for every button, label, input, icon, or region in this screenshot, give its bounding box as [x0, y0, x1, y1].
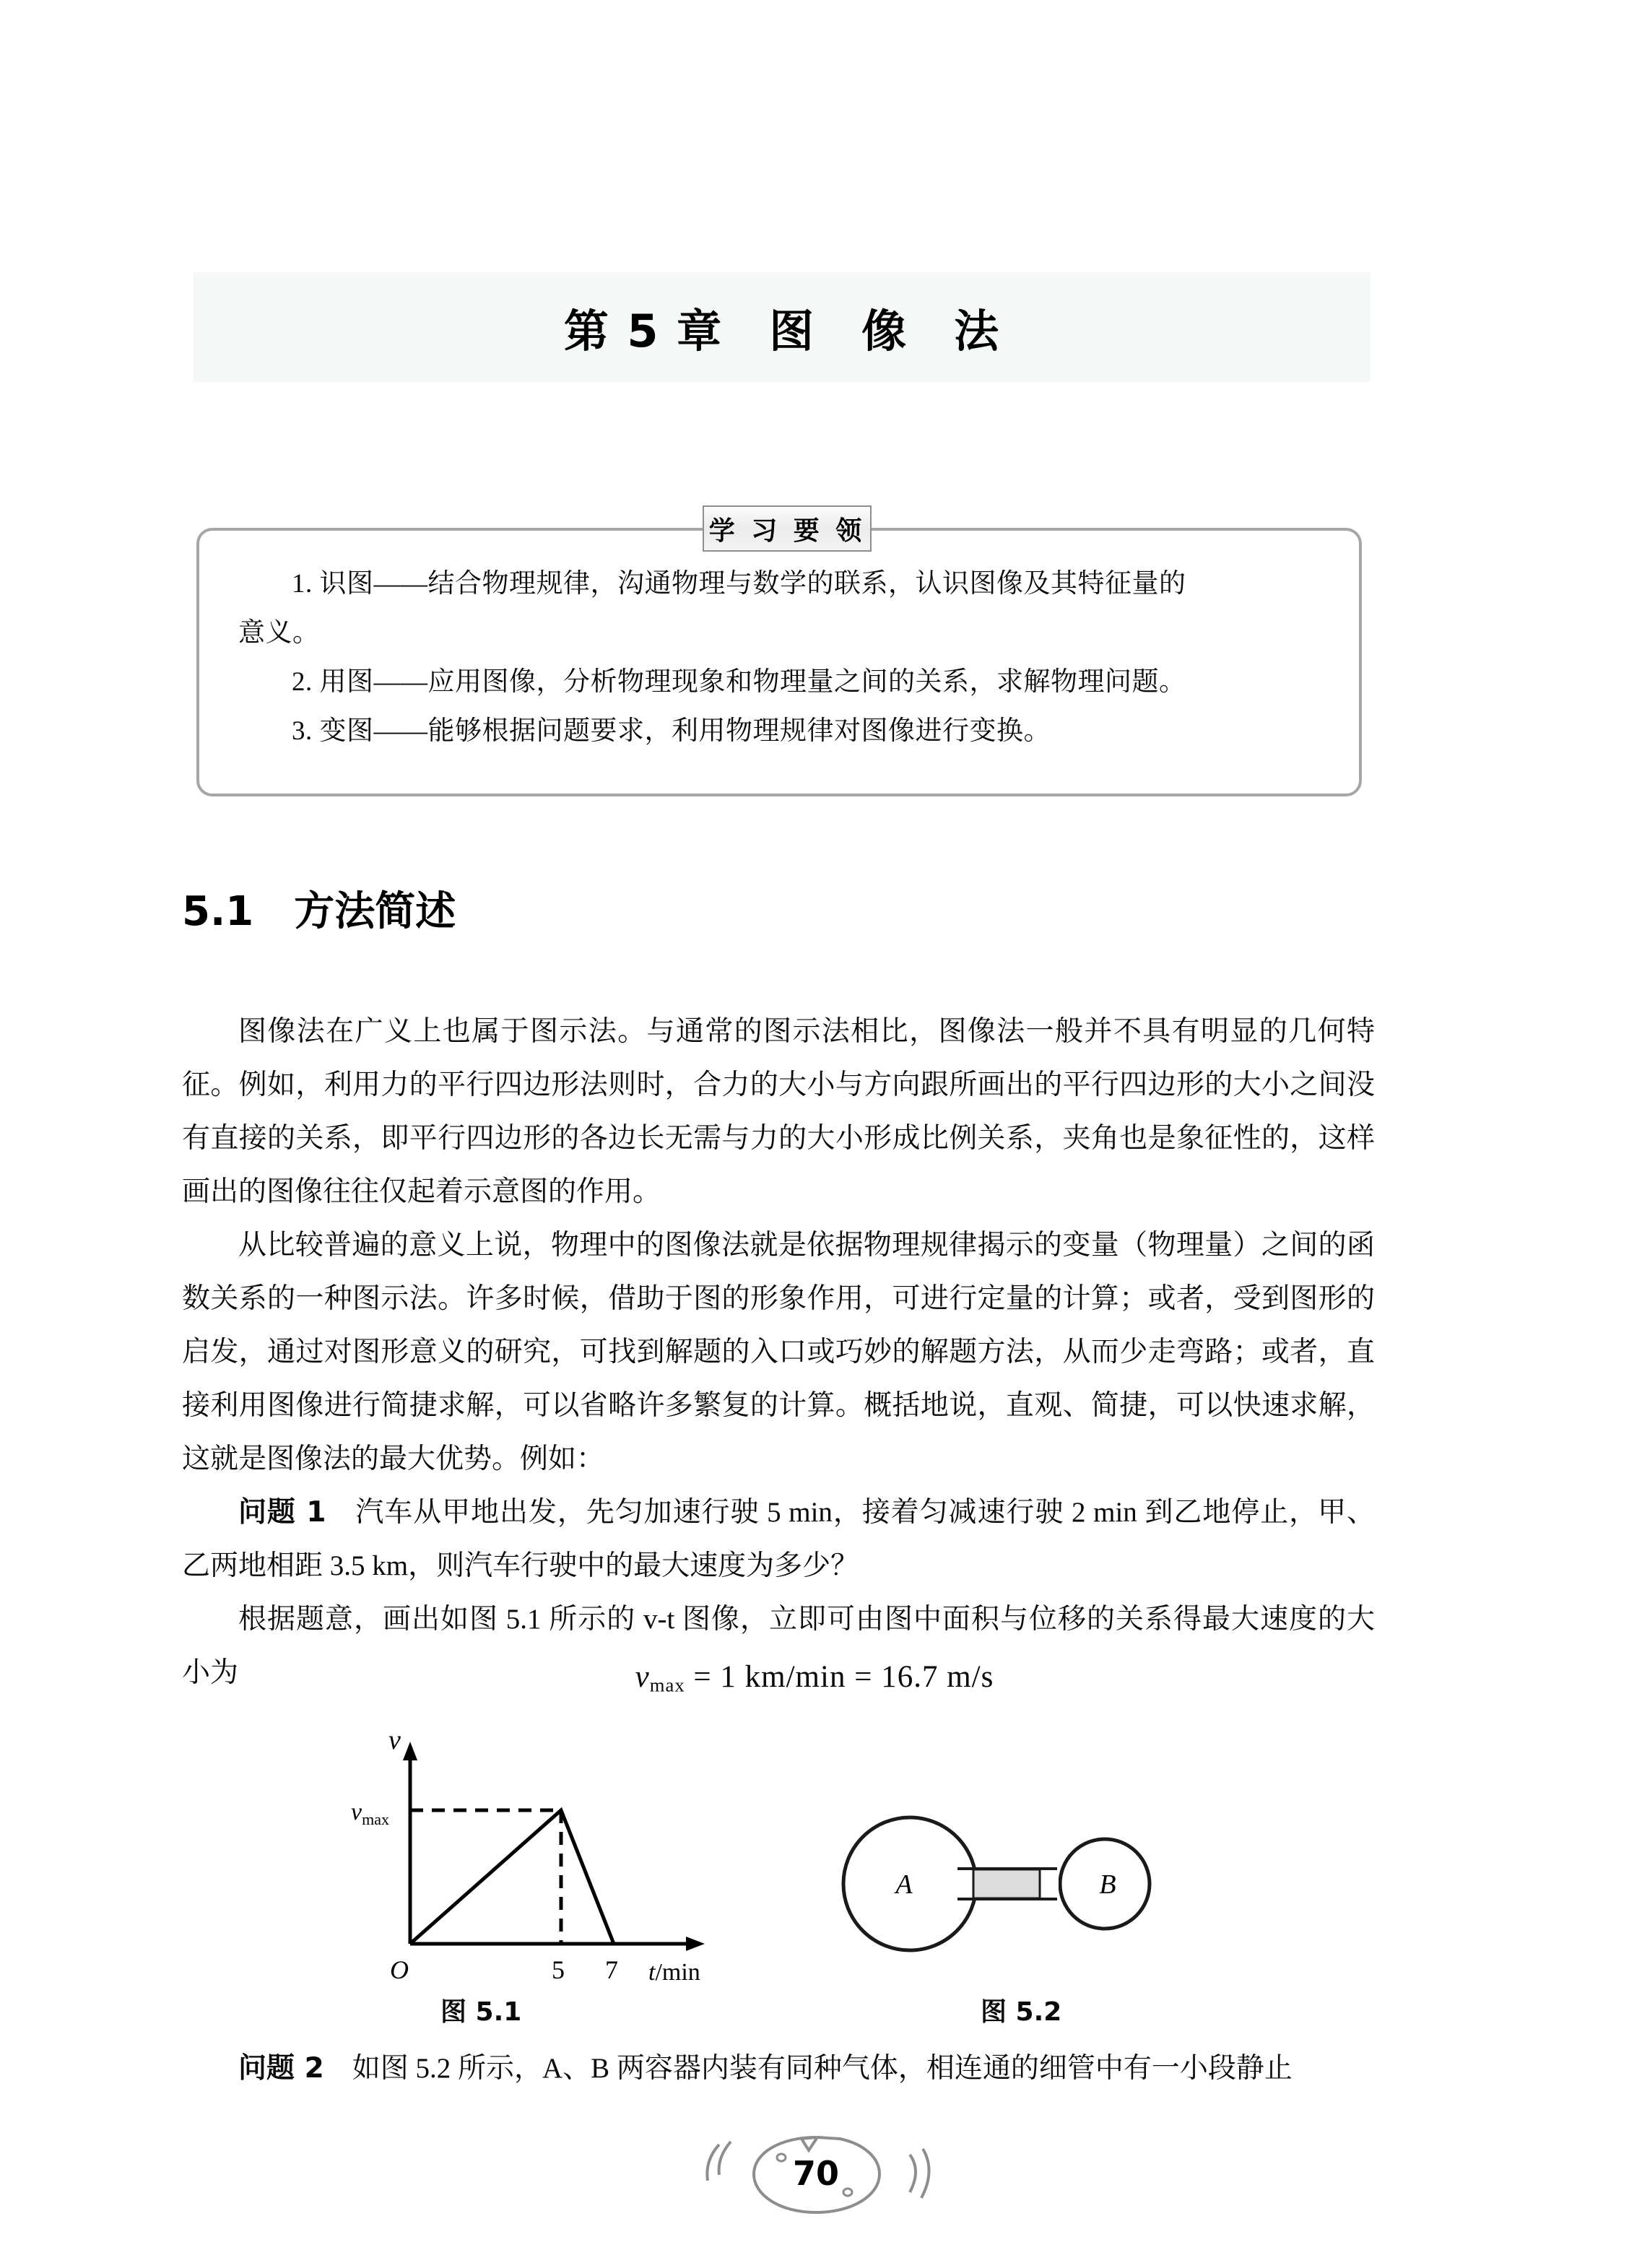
vt-curve	[410, 1810, 614, 1944]
paragraph: 从比较普遍的意义上说，物理中的图像法就是依据物理规律揭示的变量（物理量）之间的函数关系的一种图示法。许多时候，借助于图的形象作用，可进行定量的计算；或者，受到图形的启发，通过对图形意义的研究，可找到解题的入口或巧妙的解题方法，从而少走弯路；或者，直接利用图像进行简捷求解，可以省略许多繁复的计算。概括地说，直观、简捷，可以快速求解，这就是图像法的最大优势。例如：	[182, 1230, 1375, 1474]
key-points-label-text: 学 习 要 领	[708, 516, 866, 546]
problem-1-text: 汽车从甲地出发，先匀加速行驶 5 min，接着匀减速行驶 2 min 到乙地停止，甲、乙两地相距 3.5 km，则汽车行驶中的最大速度为多少？	[182, 1497, 1375, 1581]
x-tick-5: 5	[552, 1955, 565, 1984]
body-text-block	[182, 1005, 1375, 1700]
problem-2-text: 如图 5.2 所示，A、B 两容器内装有同种气体，相连通的细管中有一小段静止	[352, 2053, 1293, 2084]
key-point-item: 1. 识图——结合物理规律，沟通物理与数学的联系，认识图像及其特征量的	[292, 569, 1186, 599]
formula-vmax	[0, 1659, 1629, 1697]
figure-5-1-vt-graph	[347, 1725, 722, 1986]
vessel-b-label: B	[1099, 1869, 1116, 1900]
problem-2-label: 问题 2	[238, 2052, 324, 2085]
tube-plug-segment-overlay	[973, 1869, 1040, 1898]
formula-subscript: max	[649, 1674, 685, 1696]
problem-1-label: 问题 1	[238, 1496, 326, 1529]
tube-right-opening	[1040, 1871, 1059, 1898]
vmax-tick-label: $v_{max}$	[351, 1799, 389, 1828]
key-points-label-tab	[703, 505, 872, 552]
x-tick-7: 7	[605, 1955, 618, 1984]
key-point-item: 2. 用图——应用图像，分析物理现象和物理量之间的关系，求解物理问题。	[292, 667, 1186, 697]
key-point-item-continuation: 意义。	[238, 618, 320, 648]
vessel-a-label: A	[895, 1869, 913, 1900]
x-axis-label: t/min	[648, 1959, 700, 1986]
solution-1-paragraph: 根据题意，画出如图 5.1 所示的 v-t 图像，立即可由图中面积与位移的关系得最大速度的大小为	[182, 1604, 1375, 1688]
y-axis-label: v	[388, 1725, 401, 1755]
page-number-ornament	[693, 2129, 939, 2223]
page-number: 70	[792, 2154, 839, 2193]
origin-label: O	[390, 1955, 409, 1984]
problem-2-paragraph	[182, 2042, 1375, 2095]
figure-5-1-caption: 图 5.1	[440, 1997, 522, 2027]
tube-left-opening	[959, 1871, 973, 1898]
key-points-body	[238, 560, 1329, 756]
key-point-item: 3. 变图——能够根据问题要求，利用物理规律对图像进行变换。	[292, 716, 1051, 746]
formula-expression: = 1 km/min = 16.7 m/s	[693, 1660, 994, 1694]
problem-1-paragraph	[182, 1486, 1375, 1593]
figure-5-2-caption: 图 5.2	[981, 1997, 1062, 2027]
figure-5-2-vessels	[838, 1783, 1177, 1986]
chapter-title: 第 5 章 图 像 法	[563, 304, 1001, 357]
chapter-title-band	[194, 272, 1370, 382]
y-axis-arrow	[403, 1742, 417, 1760]
section-heading: 5.1 方法简述	[182, 888, 456, 935]
formula-symbol: v	[635, 1660, 650, 1694]
x-axis-arrow	[686, 1937, 705, 1951]
problem-2-block	[182, 2042, 1375, 2095]
paragraph: 图像法在广义上也属于图示法。与通常的图示法相比，图像法一般并不具有明显的几何特征。例如，利用力的平行四边形法则时，合力的大小与方向跟所画出的平行四边形的大小之间没有直接的关系，即平行四边形的各边长无需与力的大小形成比例关系，夹角也是象征性的，这样画出的图像往往仅起着示意图的作用。	[182, 1016, 1375, 1207]
